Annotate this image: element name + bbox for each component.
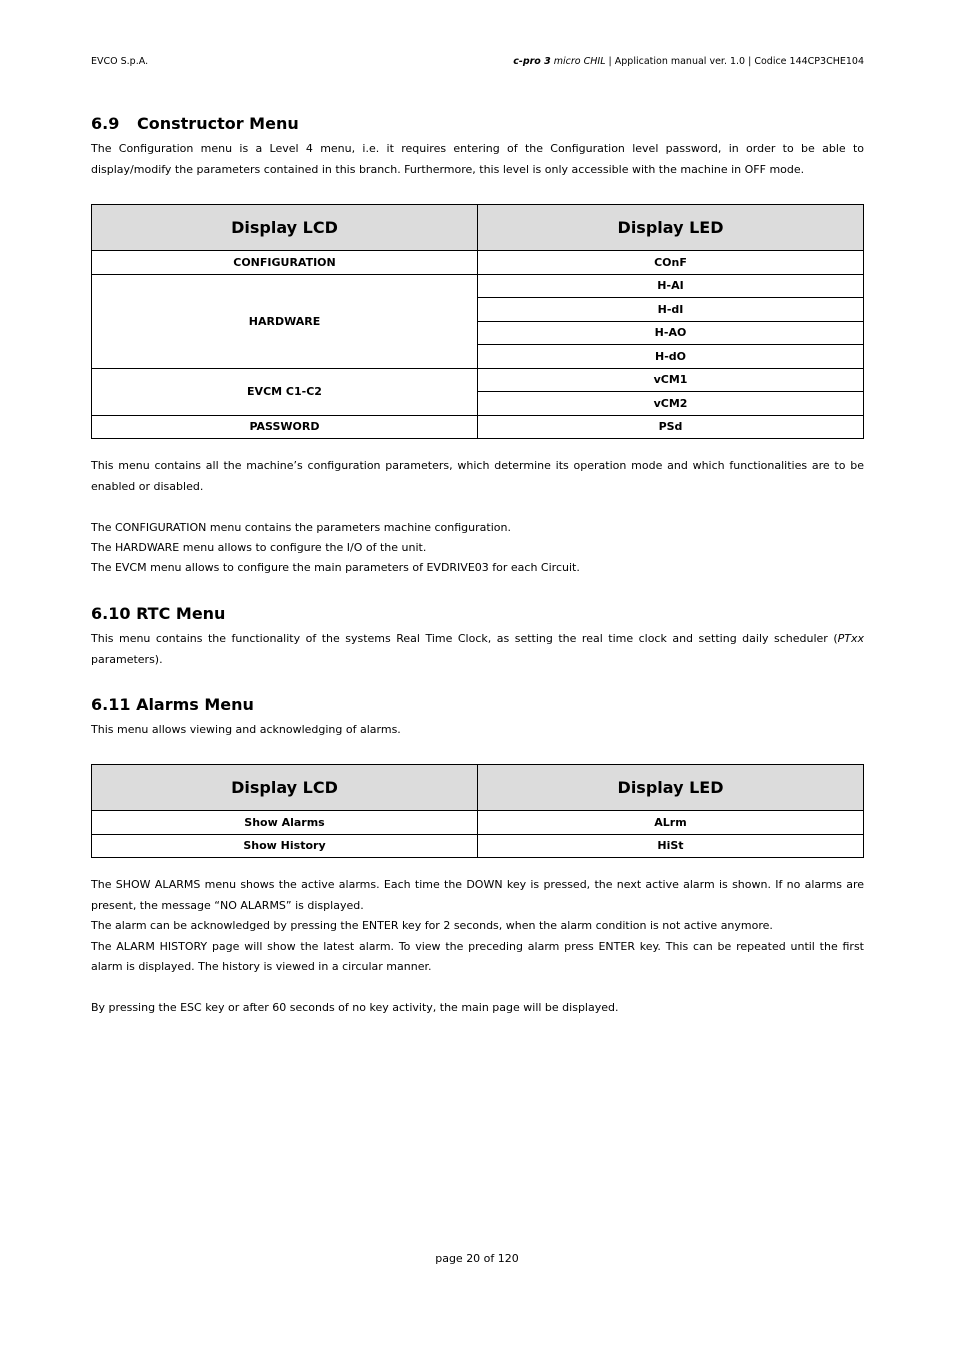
page-number: page 20 of 120 (435, 1252, 519, 1265)
alarm-history-paragraph: The ALARM HISTORY page will show the latest alarm. To view the preceding alarm press ENTER key. This can be repeated until the first alarm is displayed. The history is viewed in a circular manner. (91, 939, 864, 973)
product-model: micro CHIL (550, 56, 606, 67)
show-alarms-paragraph: The SHOW ALARMS menu shows the active alarms. Each time the DOWN key is pressed, the next active alarm is shown. If no alarms are present, the message “NO ALARMS” is displayed. (91, 878, 864, 912)
table-row: CONFIGURATION COnF (92, 251, 864, 275)
section-6-9-heading: 6.9 Constructor Menu (91, 114, 299, 133)
col-display-lcd: Display LCD (92, 205, 478, 251)
acknowledge-paragraph: The alarm can be acknowledged by pressing the ENTER key for 2 seconds, when the alarm condition is not active anymore. (91, 919, 773, 932)
esc-paragraph: By pressing the ESC key or after 60 seconds of no key activity, the main page will be displayed. (91, 1000, 619, 1014)
constructor-intro: The Configuration menu is a Level 4 menu, i.e. it requires entering of the Configuration level password, in order to be able to display/modify the parameters contained in this branch. Furthermore, this level is only accessible with the machine in OFF mode. (91, 142, 864, 176)
table-row: H-dO (92, 345, 864, 369)
table-row: PASSWORD PSd (92, 415, 864, 439)
evcm-line: The EVCM menu allows to configure the main parameters of EVDRIVE03 for each Circuit. (91, 561, 580, 574)
manual-reference (513, 56, 864, 67)
table-row: HARDWARE H-AI (92, 274, 864, 298)
section-6-10-heading: 6.10 RTC Menu (91, 604, 226, 623)
col-display-led: Display LED (478, 205, 864, 251)
constructor-description: This menu contains all the machine’s configuration parameters, which determine its operation mode and which functionalities are to be enabled or disabled. (91, 459, 864, 493)
table-row: Show Alarms ALrm (92, 811, 864, 835)
table-row: H-AO (92, 321, 864, 345)
rtc-description: This menu contains the functionality of the systems Real Time Clock, as setting the real time clock and setting daily scheduler (PTxx parameters). (91, 632, 864, 666)
alarms-menu-table (91, 764, 864, 858)
table-row: EVCM C1-C2 vCM1 (92, 368, 864, 392)
product-name: c-pro 3 (513, 56, 551, 67)
section-6-11-heading: 6.11 Alarms Menu (91, 695, 254, 714)
table-row: H-dI (92, 298, 864, 322)
configuration-line: The CONFIGURATION menu contains the parameters machine configuration. (91, 521, 511, 534)
table-row: vCM2 (92, 392, 864, 416)
table-row: Show History HiSt (92, 834, 864, 858)
col-display-led: Display LED (478, 765, 864, 811)
alarms-intro: This menu allows viewing and acknowledging of alarms. (91, 723, 401, 736)
alarms-description (91, 875, 864, 1018)
constructor-menu-table (91, 204, 864, 439)
hardware-line: The HARDWARE menu allows to configure the I/O of the unit. (91, 541, 427, 554)
company-name: EVCO S.p.A. (91, 56, 149, 67)
manual-info: | Application manual ver. 1.0 | Codice 144CP3CHE104 (605, 56, 864, 67)
constructor-submenus (91, 518, 864, 578)
col-display-lcd: Display LCD (92, 765, 478, 811)
